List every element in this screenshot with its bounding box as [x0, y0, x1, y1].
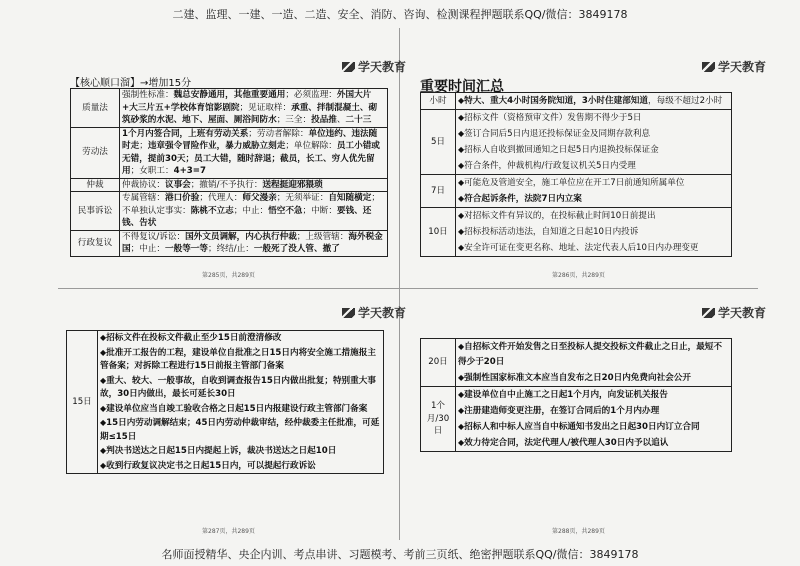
bullet-item — [100, 331, 381, 346]
horizontal-divider — [58, 288, 758, 289]
row-label: 劳动法 — [71, 127, 120, 178]
bullet-item — [458, 158, 729, 174]
diamond-icon: ◆ — [100, 418, 107, 427]
table-row — [421, 339, 732, 387]
text-segment: 员工小错或无错，提前30天；员工大错，随时辞退；截员，长工、穷人优先留用 — [122, 141, 380, 176]
text-segment: 陈桃不立志 — [190, 205, 234, 216]
bullet-item — [458, 403, 729, 419]
text-segment: ；不单独认定事实： — [122, 193, 380, 216]
table-row — [67, 331, 384, 474]
text-segment: 招标文件（资格预审文件）发售期不得少于5日 — [464, 113, 642, 123]
text-segment: 议事会 — [164, 179, 191, 190]
bullet-item — [100, 459, 381, 474]
bullet-item — [458, 126, 729, 142]
row-content — [456, 339, 732, 387]
text-segment: ；见证取样： — [239, 102, 292, 113]
text-segment: 要钱、还钱、告状 — [122, 205, 372, 228]
text-segment: 建设单位自中止施工之日起1个月内，向发证机关报告 — [464, 390, 668, 400]
page-3 — [62, 292, 407, 538]
bullet-item — [458, 240, 729, 256]
page-number: 第288页，共289页 — [552, 528, 605, 535]
bullet-item — [100, 346, 381, 374]
row-content — [456, 93, 732, 110]
row-label: 小时 — [421, 93, 456, 110]
text-segment: 注册建造师变更注册，在签订合同后的1个月内办理 — [464, 406, 660, 416]
text-segment: 4+3=7 — [173, 166, 206, 176]
text-segment: 15日内劳动调解结束；45日内劳动仲裁审结，经仲裁委主任批准，可延期≤15日 — [100, 418, 380, 442]
page-number: 第286页，共289页 — [552, 272, 605, 279]
bullet-item — [458, 175, 729, 191]
row-label: 15日 — [67, 331, 98, 474]
header-banner: 二建、监理、一建、一造、二造、安全、消防、咨询、检测课程押题联系QQ/微信：3849178 — [172, 8, 628, 21]
row-label: 20日 — [421, 339, 456, 387]
logo-icon — [342, 308, 355, 318]
text-segment: 1个月内签合同，上班有劳动关系 — [122, 128, 249, 139]
table-row — [421, 110, 732, 175]
row-content — [120, 230, 388, 256]
text-segment: 魏总安静通用，其他重要通用 — [173, 90, 286, 100]
diamond-icon: ◆ — [458, 194, 465, 203]
text-segment: 专属管辖： — [122, 193, 165, 203]
bullet-item — [458, 93, 729, 109]
bullet-item — [458, 435, 729, 451]
table-row — [421, 175, 732, 208]
time-table — [420, 92, 732, 257]
text-segment: 符合条件，仲裁机构/行政复议机关5日内受理 — [464, 161, 636, 171]
text-segment: ；代理人： — [199, 193, 243, 203]
text-segment: 送程挺迎邪猥琐 — [262, 179, 323, 190]
text-segment: 签订合同后5日内退还投标保证金及同期存款利息 — [464, 129, 651, 139]
row-content — [456, 110, 732, 175]
text-segment: ，每级不超过2小时 — [648, 96, 723, 106]
table-row — [71, 178, 388, 192]
logo-icon — [702, 308, 715, 318]
text-segment: 建设单位应当自竣工验收合格之日起15日内报建设行政主管部门备案 — [106, 403, 368, 414]
row-content — [120, 178, 388, 192]
bullet-item — [100, 402, 381, 417]
diamond-icon: ◆ — [100, 403, 107, 413]
page-number: 第287页，共289页 — [202, 528, 255, 535]
text-segment: 强制性国家标准文本应当自发布之日20日内免费向社会公开 — [464, 373, 691, 383]
row-label: 民事诉讼 — [71, 192, 120, 231]
text-segment: ；上级管辖： — [296, 231, 349, 242]
text-segment: 可能危及管道安全，施工单位应在开工7日前通知所属单位 — [464, 178, 685, 188]
text-segment: ；中断： — [302, 205, 337, 216]
table-row — [421, 93, 732, 110]
text-segment: 特大、重大4小时国务院知道，3小时住建部知道 — [464, 96, 648, 106]
text-segment: ；单位解除： — [285, 141, 337, 151]
row-content — [98, 331, 384, 474]
text-segment: ；三全： — [276, 115, 312, 125]
row-label: 1个月/30日 — [421, 387, 456, 452]
text-segment: 招标人和中标人应当自中标通知书发出之日起30日内订立合同 — [464, 422, 700, 432]
text-segment: 符合起诉条件，法院7日内立案 — [464, 194, 582, 204]
text-segment: 一般死了没人管、撤了 — [253, 244, 340, 254]
row-content — [456, 208, 732, 257]
text-segment: 一般等一等 — [165, 244, 208, 254]
text-segment: ；无须举证： — [276, 193, 329, 203]
text-segment: ； — [139, 141, 148, 151]
text-segment: 二十三 — [345, 115, 372, 125]
bullet-item — [100, 374, 381, 402]
page-4 — [402, 292, 767, 538]
bullet-item — [458, 142, 729, 158]
text-segment: ；女职工： — [130, 166, 174, 176]
table-row — [71, 192, 388, 231]
text-segment: 批准开工报告的工程，建设单位自批准之日15日内将安全施工措施报主管备案；对拆除工程进行15日前报主管部门备案 — [100, 347, 376, 371]
row-content — [120, 127, 388, 178]
text-segment: 港口价验 — [164, 193, 200, 203]
logo-icon — [342, 62, 355, 72]
row-label: 5日 — [421, 110, 456, 175]
page-title: 重要时间汇总 — [420, 79, 504, 95]
text-segment: 招标文件在投标文件截止至少15日前澄清修改 — [106, 333, 282, 343]
text-segment: ；撤销/不予执行： — [190, 179, 263, 190]
bullet-item — [458, 224, 729, 240]
text-segment: 招标人自收到撤回通知之日起5日内退换投标保证金 — [464, 145, 659, 155]
text-segment: 不得复议/诉讼： — [122, 231, 186, 242]
text-segment: 收到行政复议决定书之日起15日内，可以提起行政诉讼 — [106, 460, 316, 471]
diamond-icon: ◆ — [100, 375, 107, 385]
text-segment: 违章强令冒险作业，暴力威胁立刻走 — [147, 141, 286, 151]
text-segment: 重大、较大、一般事故，自收到调查报告15日内做出批复；特别重大事故，30日内做出，最长可延长30日 — [100, 375, 376, 399]
logo-icon — [702, 62, 715, 72]
bullet-item — [458, 110, 729, 126]
text-segment: 单位违约、违法随时走 — [122, 128, 378, 151]
time-table — [420, 338, 732, 452]
page-2 — [402, 30, 767, 282]
text-segment: ；中止： — [233, 205, 269, 216]
table-row — [421, 208, 732, 257]
text-segment: 对招标文件有异议的，在投标截止时间10日前提出 — [464, 211, 656, 221]
text-segment: 自知随横定 — [328, 193, 372, 203]
bullet-item — [100, 444, 381, 459]
diamond-icon: ◆ — [458, 406, 465, 415]
diamond-icon: ◆ — [458, 438, 465, 447]
diamond-icon: ◆ — [458, 178, 465, 187]
row-label: 7日 — [421, 175, 456, 208]
diamond-icon: ◆ — [100, 460, 107, 470]
row-content — [456, 387, 732, 452]
text-segment: 仲裁协议： — [122, 179, 165, 190]
footer-banner: 名师面授精华、央企内训、考点串讲、习题模考、考前三页纸、绝密押题联系QQ/微信：3849178 — [161, 548, 639, 561]
text-segment: 海外税金国 — [122, 231, 383, 254]
text-segment: 自招标文件开始发售之日至投标人提交投标文件截止之日止，最短不得少于20日 — [458, 342, 722, 367]
text-segment: ；必须监理： — [285, 90, 337, 100]
row-label: 仲裁 — [71, 178, 120, 192]
bullet-item — [458, 339, 729, 370]
row-content — [120, 192, 388, 231]
diamond-icon: ◆ — [458, 161, 465, 170]
bullet-item — [458, 419, 729, 435]
bullet-item — [458, 370, 729, 386]
text-segment: 悟空不急 — [268, 205, 303, 216]
diamond-icon: ◆ — [100, 347, 107, 357]
brand-logo: 学天教育 — [702, 304, 766, 321]
table-row — [71, 89, 388, 128]
diamond-icon: ◆ — [458, 422, 465, 431]
diamond-icon: ◆ — [458, 113, 465, 122]
text-segment: ；终结/止： — [207, 244, 254, 254]
page-number: 第285页，共289页 — [202, 272, 255, 279]
diamond-icon: ◆ — [458, 390, 465, 399]
time-table — [66, 330, 384, 474]
diamond-icon: ◆ — [100, 446, 107, 455]
table-row — [71, 127, 388, 178]
row-content — [120, 89, 388, 128]
bullet-item — [458, 387, 729, 403]
table-row — [421, 387, 732, 452]
diamond-icon: ◆ — [458, 227, 465, 236]
diamond-icon: ◆ — [458, 373, 465, 382]
bullet-item — [458, 191, 729, 207]
brand-logo: 学天教育 — [342, 58, 406, 75]
slogan-table — [70, 88, 388, 257]
brand-logo: 学天教育 — [342, 304, 406, 321]
diamond-icon: ◆ — [458, 243, 465, 252]
text-segment: 投品推 — [311, 115, 337, 125]
page-1 — [62, 30, 407, 282]
page-title: 【核心顺口溜】→增加15分 — [70, 78, 192, 89]
text-segment: 承重、拌制混凝土、砌筑砂浆的水泥、地下、屋面、厕浴间防水 — [122, 102, 378, 125]
diamond-icon: ◆ — [458, 145, 465, 154]
table-row — [71, 230, 388, 256]
row-content — [456, 175, 732, 208]
bullet-item — [100, 416, 381, 444]
text-segment: ；中止： — [130, 244, 165, 254]
row-label: 10日 — [421, 208, 456, 257]
diamond-icon: ◆ — [458, 342, 465, 351]
bullet-item — [458, 208, 729, 224]
diamond-icon: ◆ — [458, 211, 465, 220]
text-segment: 师父漫亲 — [242, 193, 277, 203]
text-segment: 效力待定合同，法定代理人/被代理人30日内予以追认 — [464, 438, 669, 448]
row-label: 质量法 — [71, 89, 120, 128]
row-label: 行政复议 — [71, 230, 120, 256]
text-segment: 安全许可证在变更名称、地址、法定代表人后10日内办理变更 — [464, 243, 699, 253]
text-segment: 招标投标活动违法，自知道之日起10日内投诉 — [464, 227, 639, 237]
text-segment: 、 — [336, 115, 346, 125]
diamond-icon: ◆ — [100, 333, 107, 342]
text-segment: 判决书送达之日起15日内提起上诉，裁决书送达之日起10日 — [106, 446, 337, 456]
brand-logo: 学天教育 — [702, 58, 766, 75]
text-segment: 外国大片+大三片五+学校体育馆影剧院 — [122, 90, 372, 113]
diamond-icon: ◆ — [458, 96, 465, 105]
text-segment: 国外文员调解，内心执行仲裁 — [185, 231, 297, 242]
text-segment: ；劳动者解除： — [248, 128, 309, 139]
diamond-icon: ◆ — [458, 129, 465, 138]
vertical-divider — [399, 28, 400, 540]
text-segment: 强制性标准： — [122, 90, 174, 100]
